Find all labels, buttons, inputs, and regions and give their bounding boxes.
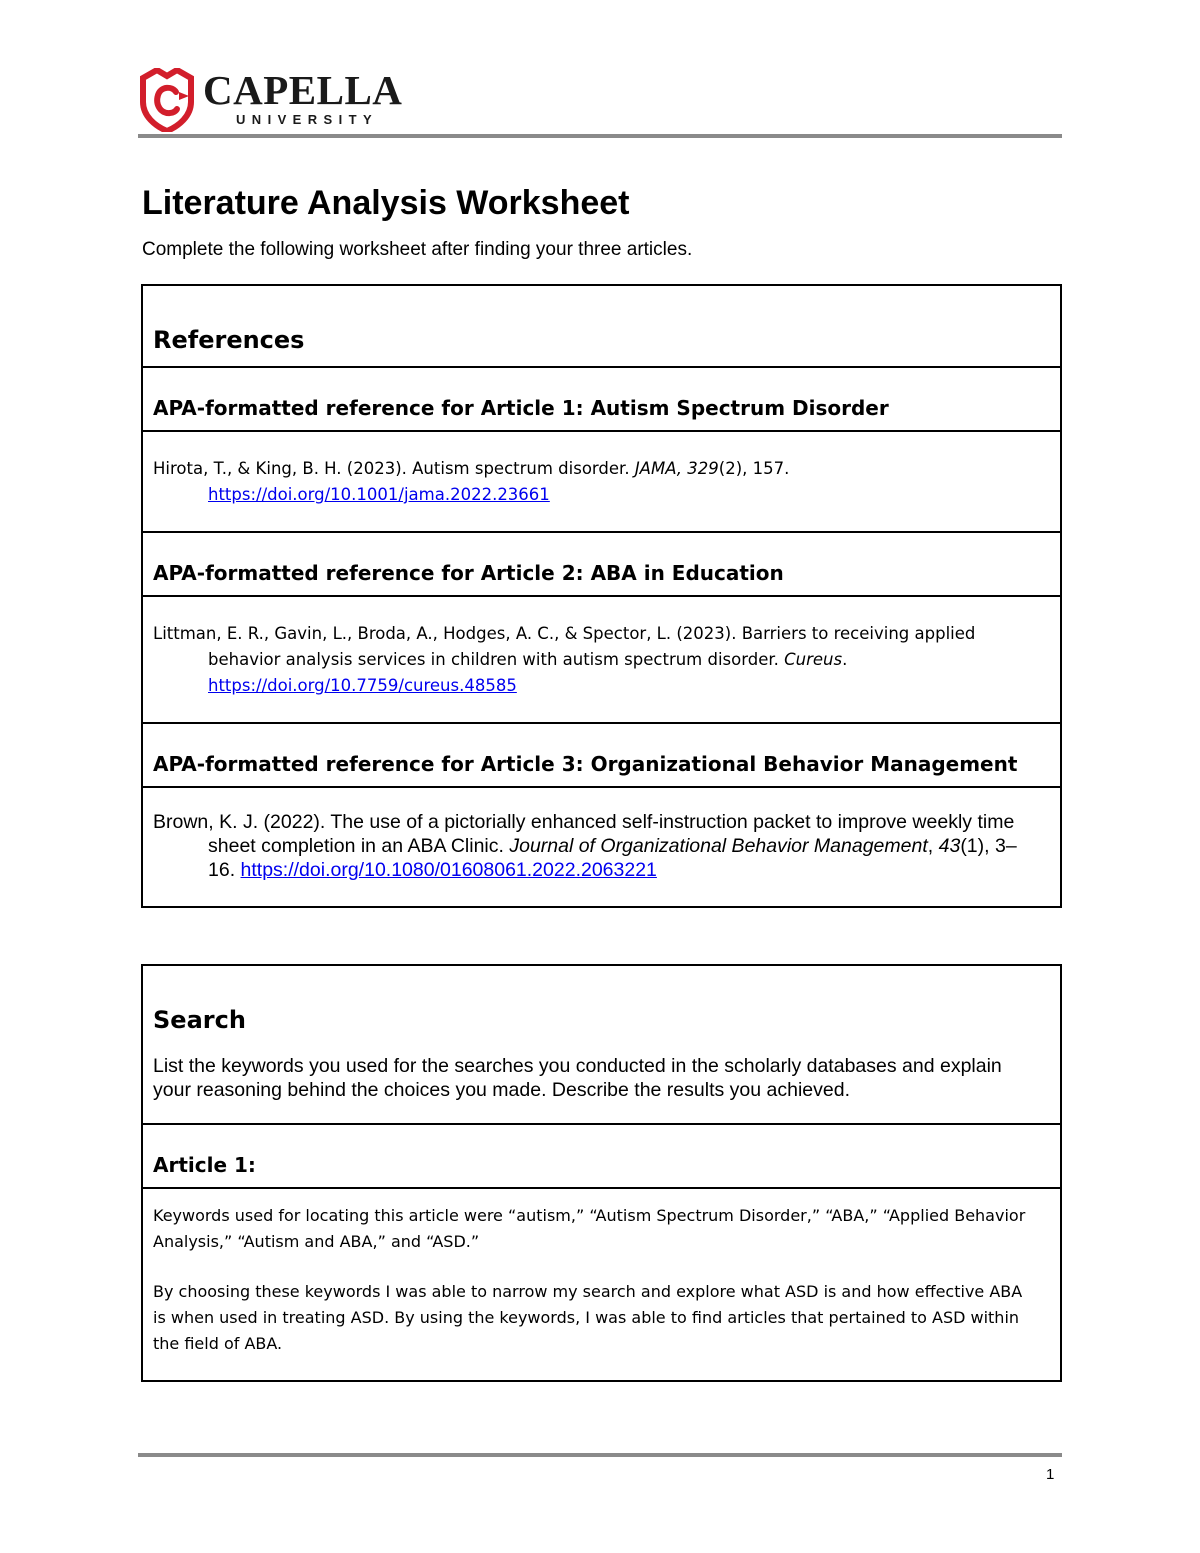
search-article1-keywords: Keywords used for locating this article were “autism,” “Autism Spectrum Disorder,” “ABA,” “Applied Behavior Analysis,” “Autism and ABA,” and “ASD.” (153, 1206, 1026, 1251)
article2-ref-row (143, 597, 1060, 724)
article3-ref-heading: APA-formatted reference for Article 3: Organizational Behavior Management (153, 752, 1018, 776)
article1-reference: Hirota, T., & King, B. H. (2023). Autism spectrum disorder. JAMA, 329(2), 157. https://doi.org/10.1001/jama.2022.23661 (153, 459, 790, 504)
intro-text: Complete the following worksheet after finding your three articles. (142, 239, 693, 260)
article2-ref-header-row (143, 533, 1060, 597)
references-heading: References (153, 326, 305, 354)
article3-ref-header-row (143, 724, 1060, 788)
article3-ref-row (143, 788, 1060, 904)
article1-ref-heading: APA-formatted reference for Article 1: Autism Spectrum Disorder (153, 396, 889, 420)
search-header-row (143, 966, 1060, 1125)
article1-ref-row (143, 432, 1060, 533)
page-number: 1 (1046, 1466, 1055, 1483)
header-rule (138, 134, 1062, 138)
article2-doi-link[interactable]: https://doi.org/10.7759/cureus.48585 (208, 676, 517, 695)
brand-name: CAPELLA (203, 67, 403, 113)
article3-reference: Brown, K. J. (2022). The use of a pictorially enhanced self-instruction packet to improve weekly time sheet completion in an ABA Clinic. Journal of Organizational Behavior Management, 43(1), 3–16. https://doi.org/10.1080/01608061.2022.2063221 (153, 811, 1017, 881)
references-header-row (143, 286, 1060, 368)
search-instructions: List the keywords you used for the searches you conducted in the scholarly databases and explain your reasoning behind the choices you made. Describe the results you achieved. (153, 1055, 1002, 1101)
search-article1-row (143, 1189, 1060, 1378)
search-article1-reasoning: By choosing these keywords I was able to narrow my search and explore what ASD is and how effective ABA is when used in treating ASD. By using the keywords, I was able to find articles that pertained to ASD within the field of ABA. (153, 1282, 1023, 1353)
article2-reference: Littman, E. R., Gavin, L., Broda, A., Hodges, A. C., & Spector, L. (2023). Barriers to receiving applied behavior analysis services in children with autism spectrum disorder. Cureus. https://doi.org/10.7759/cureus.48585 (153, 624, 976, 695)
search-article1-heading: Article 1: (153, 1153, 256, 1177)
page-title: Literature Analysis Worksheet (142, 184, 630, 222)
capella-shield-icon (139, 68, 195, 132)
capella-logo (139, 68, 439, 132)
article3-doi-link[interactable]: https://doi.org/10.1080/01608061.2022.2063221 (240, 859, 657, 881)
article1-doi-link[interactable]: https://doi.org/10.1001/jama.2022.23661 (208, 485, 550, 504)
search-table (141, 964, 1062, 1382)
article2-ref-heading: APA-formatted reference for Article 2: ABA in Education (153, 561, 784, 585)
search-heading: Search (153, 1006, 246, 1034)
references-table (141, 284, 1062, 908)
search-article1-header-row (143, 1125, 1060, 1189)
footer-rule (138, 1453, 1062, 1457)
article1-ref-header-row (143, 368, 1060, 432)
brand-subtitle: UNIVERSITY (236, 112, 379, 127)
